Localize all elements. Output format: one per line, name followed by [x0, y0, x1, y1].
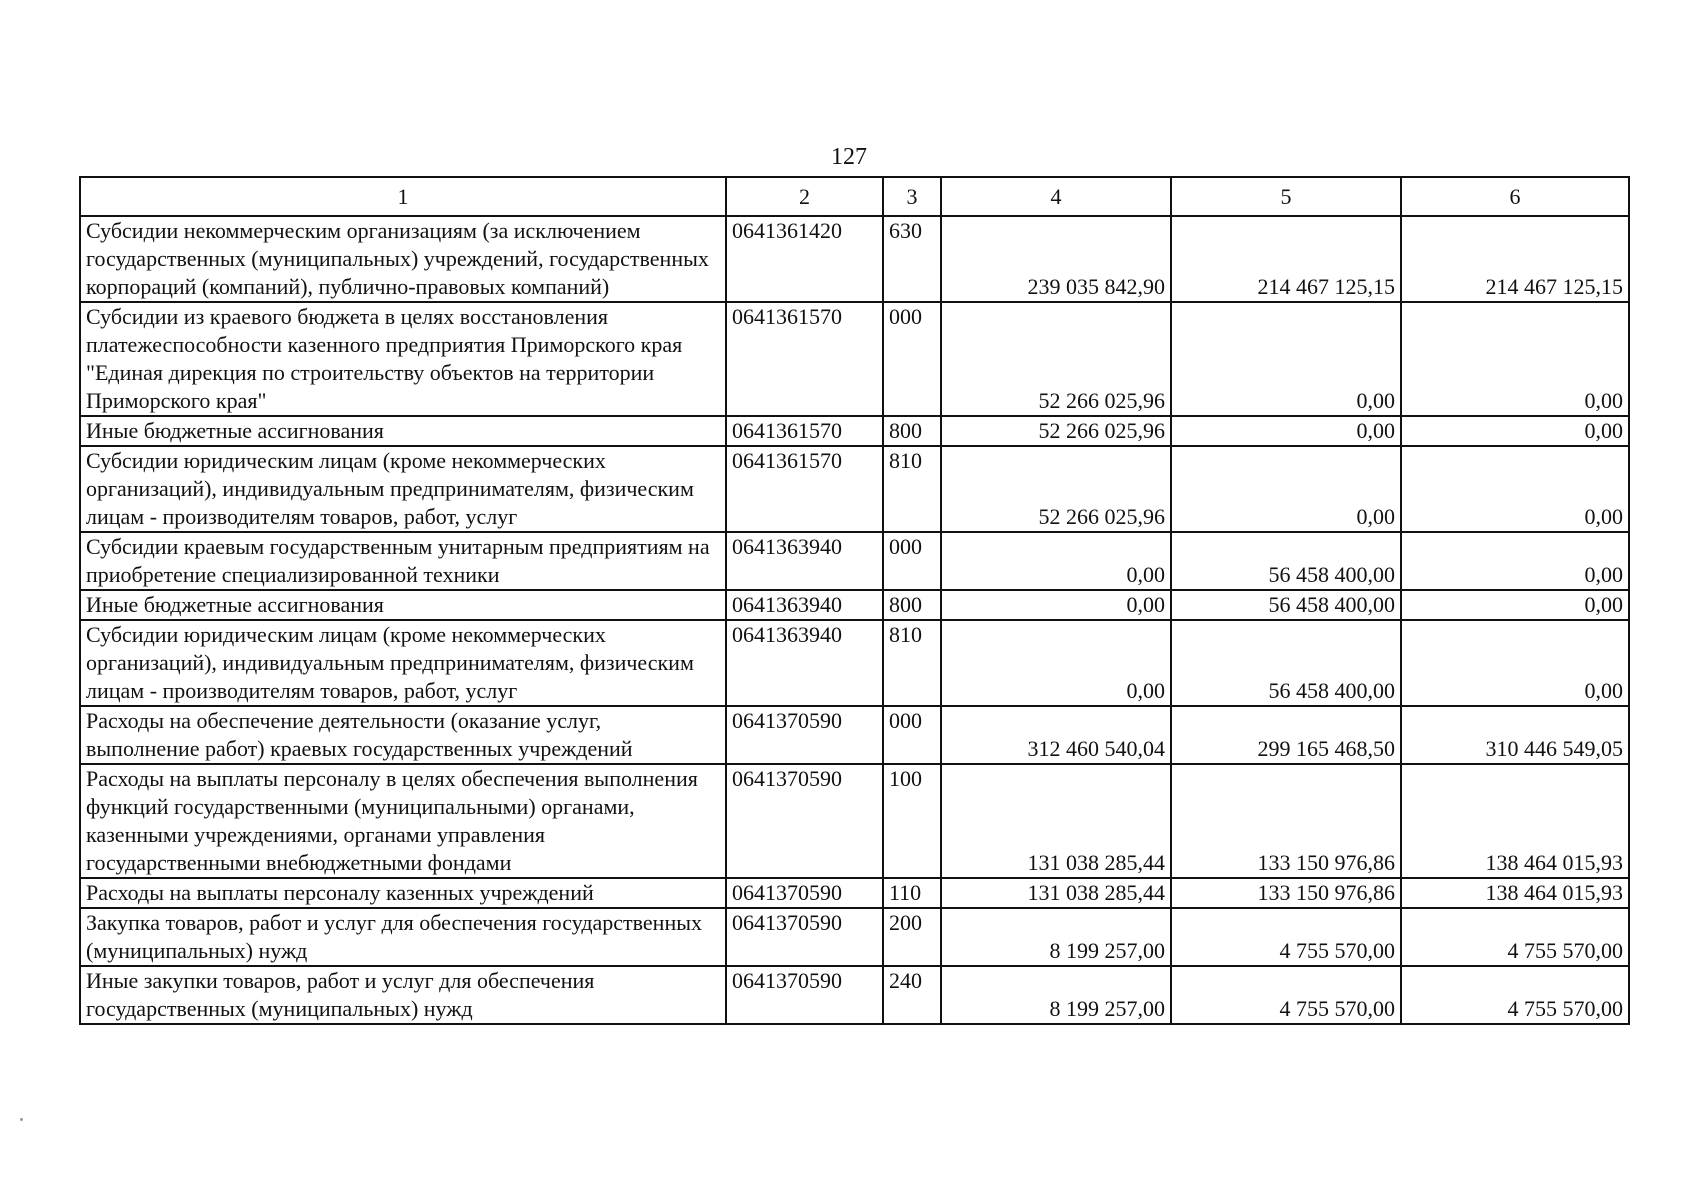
expense-type-code: 000 [883, 706, 941, 764]
amount-col-6: 138 464 015,93 [1401, 878, 1629, 908]
amount-col-6: 4 755 570,00 [1401, 966, 1629, 1024]
expense-type-code: 630 [883, 216, 941, 302]
amount-col-5: 133 150 976,86 [1171, 764, 1401, 878]
expense-type-code: 810 [883, 620, 941, 706]
target-article-code: 0641361570 [726, 416, 883, 446]
target-article-code: 0641370590 [726, 706, 883, 764]
expense-name: Расходы на выплаты персоналу в целях обеспечения выполнения функций государственными (муниципальными) органами, казенными учреждениями, органами управления государственными внебюджетными фондами [80, 764, 726, 878]
expense-name: Субсидии юридическим лицам (кроме некоммерческих организаций), индивидуальным предпринимателям, физическим лицам - производителям товаров, работ, услуг [80, 446, 726, 532]
amount-col-6: 0,00 [1401, 532, 1629, 590]
expense-name: Закупка товаров, работ и услуг для обеспечения государственных (муниципальных) нужд [80, 908, 726, 966]
target-article-code: 0641363940 [726, 532, 883, 590]
target-article-code: 0641370590 [726, 878, 883, 908]
amount-col-5: 0,00 [1171, 416, 1401, 446]
expense-name: Субсидии краевым государственным унитарным предприятиям на приобретение специализированной техники [80, 532, 726, 590]
table-row [80, 532, 1629, 590]
expense-name: Субсидии некоммерческим организациям (за исключением государственных (муниципальных) учреждений, государственных корпораций (компаний), публично-правовых компаний) [80, 216, 726, 302]
target-article-code: 0641370590 [726, 966, 883, 1024]
budget-table [79, 176, 1630, 1025]
amount-col-5: 0,00 [1171, 302, 1401, 416]
amount-col-6: 0,00 [1401, 590, 1629, 620]
table-row [80, 416, 1629, 446]
amount-col-6: 4 755 570,00 [1401, 908, 1629, 966]
column-header: 4 [941, 177, 1171, 216]
amount-col-6: 138 464 015,93 [1401, 764, 1629, 878]
expense-type-code: 800 [883, 416, 941, 446]
expense-type-code: 200 [883, 908, 941, 966]
target-article-code: 0641361570 [726, 302, 883, 416]
expense-name: Иные бюджетные ассигнования [80, 590, 726, 620]
expense-type-code: 810 [883, 446, 941, 532]
table-row [80, 590, 1629, 620]
amount-col-4: 131 038 285,44 [941, 878, 1171, 908]
expense-name: Субсидии из краевого бюджета в целях восстановления платежеспособности казенного предприятия Приморского края "Единая дирекция по строительству объектов на территории Приморского края" [80, 302, 726, 416]
expense-type-code: 240 [883, 966, 941, 1024]
table-row [80, 764, 1629, 878]
expense-name: Субсидии юридическим лицам (кроме некоммерческих организаций), индивидуальным предпринимателям, физическим лицам - производителям товаров, работ, услуг [80, 620, 726, 706]
amount-col-6: 0,00 [1401, 302, 1629, 416]
target-article-code: 0641361420 [726, 216, 883, 302]
amount-col-5: 0,00 [1171, 446, 1401, 532]
amount-col-5: 56 458 400,00 [1171, 620, 1401, 706]
amount-col-5: 214 467 125,15 [1171, 216, 1401, 302]
expense-name: Иные бюджетные ассигнования [80, 416, 726, 446]
amount-col-6: 0,00 [1401, 620, 1629, 706]
amount-col-4: 8 199 257,00 [941, 908, 1171, 966]
amount-col-4: 0,00 [941, 590, 1171, 620]
target-article-code: 0641370590 [726, 908, 883, 966]
expense-type-code: 000 [883, 532, 941, 590]
target-article-code: 0641370590 [726, 764, 883, 878]
column-header: 5 [1171, 177, 1401, 216]
page-number: 127 [831, 144, 867, 170]
expense-name: Расходы на выплаты персоналу казенных учреждений [80, 878, 726, 908]
table-row [80, 966, 1629, 1024]
expense-name: Расходы на обеспечение деятельности (оказание услуг, выполнение работ) краевых государственных учреждений [80, 706, 726, 764]
header-row [80, 177, 1629, 216]
amount-col-5: 4 755 570,00 [1171, 966, 1401, 1024]
column-header: 2 [726, 177, 883, 216]
column-header: 6 [1401, 177, 1629, 216]
amount-col-4: 52 266 025,96 [941, 302, 1171, 416]
amount-col-5: 56 458 400,00 [1171, 532, 1401, 590]
amount-col-6: 0,00 [1401, 446, 1629, 532]
amount-col-4: 0,00 [941, 532, 1171, 590]
table-row [80, 216, 1629, 302]
table-row [80, 446, 1629, 532]
amount-col-4: 0,00 [941, 620, 1171, 706]
expense-name: Иные закупки товаров, работ и услуг для обеспечения государственных (муниципальных) нужд [80, 966, 726, 1024]
scan-speck [20, 1118, 23, 1121]
amount-col-5: 56 458 400,00 [1171, 590, 1401, 620]
amount-col-5: 133 150 976,86 [1171, 878, 1401, 908]
target-article-code: 0641363940 [726, 590, 883, 620]
amount-col-6: 0,00 [1401, 416, 1629, 446]
amount-col-4: 52 266 025,96 [941, 416, 1171, 446]
target-article-code: 0641361570 [726, 446, 883, 532]
table-row [80, 620, 1629, 706]
expense-type-code: 800 [883, 590, 941, 620]
table-row [80, 878, 1629, 908]
table-row [80, 908, 1629, 966]
amount-col-4: 239 035 842,90 [941, 216, 1171, 302]
table-row [80, 706, 1629, 764]
amount-col-4: 52 266 025,96 [941, 446, 1171, 532]
expense-type-code: 100 [883, 764, 941, 878]
column-header: 3 [883, 177, 941, 216]
amount-col-5: 4 755 570,00 [1171, 908, 1401, 966]
amount-col-4: 131 038 285,44 [941, 764, 1171, 878]
amount-col-4: 8 199 257,00 [941, 966, 1171, 1024]
amount-col-4: 312 460 540,04 [941, 706, 1171, 764]
amount-col-6: 310 446 549,05 [1401, 706, 1629, 764]
expense-type-code: 110 [883, 878, 941, 908]
target-article-code: 0641363940 [726, 620, 883, 706]
amount-col-5: 299 165 468,50 [1171, 706, 1401, 764]
column-header: 1 [80, 177, 726, 216]
amount-col-6: 214 467 125,15 [1401, 216, 1629, 302]
table-row [80, 302, 1629, 416]
expense-type-code: 000 [883, 302, 941, 416]
